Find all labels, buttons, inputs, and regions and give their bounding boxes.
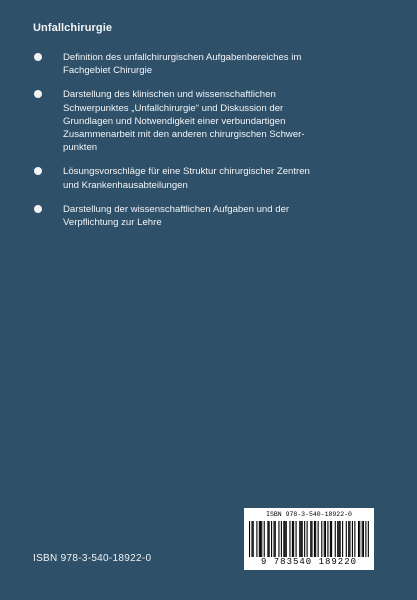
list-item: [33, 88, 383, 154]
bullet-text-line: Fachgebiet Chirurgie: [63, 65, 153, 77]
bullet-text-line: Lösungsvorschläge für eine Struktur chirurgischer Zentren: [63, 166, 310, 178]
page-title: Unfallchirurgie: [33, 22, 113, 34]
bullet-text-line: Schwerpunktes „Unfallchirurgie“ und Diskussion der: [63, 102, 284, 114]
bullet-text-line: Darstellung der wissenschaftlichen Aufgaben und der: [63, 203, 290, 215]
barcode-isbn-text: ISBN 978-3-540-18922-0: [266, 511, 352, 518]
bullet-text-line: Zusammenarbeit mit den anderen chirurgischen Schwer-: [63, 129, 305, 141]
barcode-bars-icon: [249, 521, 369, 557]
bullet-list: [33, 51, 383, 229]
list-item: [33, 203, 383, 229]
isbn-label: ISBN 978-3-540-18922-0: [33, 553, 152, 564]
bullet-text-line: und Krankenhausabteilungen: [63, 179, 188, 191]
bullet-dot-icon: [34, 53, 42, 61]
bullet-text-line: punkten: [63, 142, 98, 154]
bullet-text-line: Definition des unfallchirurgischen Aufgabenbereiches im: [63, 52, 302, 63]
bullet-dot-icon: [34, 205, 42, 213]
list-item: [33, 165, 383, 191]
bullet-text-line: Darstellung des klinischen und wissenschaftlichen: [63, 89, 276, 101]
bullet-dot-icon: [34, 90, 42, 98]
barcode-number: 9 783540 189220: [260, 557, 357, 567]
list-item: [33, 51, 383, 77]
bullet-text-line: Grundlagen und Notwendigkeit einer verbundartigen: [63, 115, 286, 127]
barcode: [244, 508, 374, 570]
bullet-text-line: Verpflichtung zur Lehre: [63, 217, 162, 229]
bullet-dot-icon: [34, 167, 42, 175]
